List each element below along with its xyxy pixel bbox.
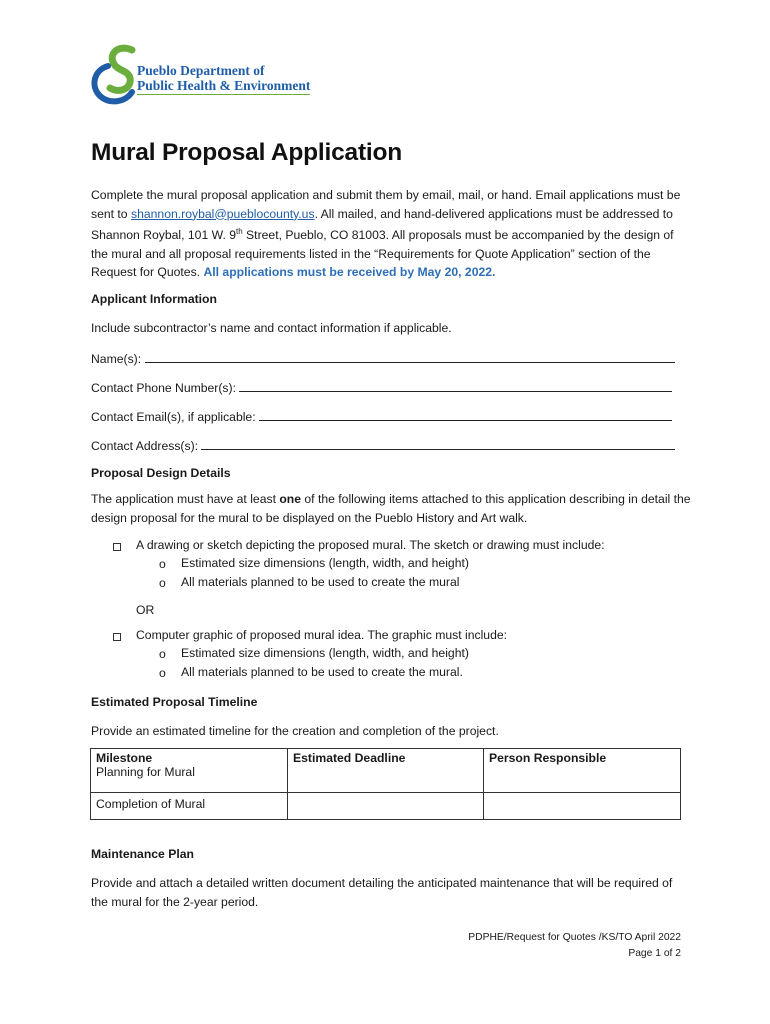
pdphe-logo <box>88 44 328 108</box>
or-separator: OR <box>136 603 155 617</box>
design-paragraph <box>91 490 691 527</box>
maintenance-paragraph: Provide and attach a detailed written document detailing the anticipated maintenance that will be required of the mural for the 2-year period. <box>91 876 673 909</box>
option2-checkbox[interactable] <box>113 633 121 641</box>
intro-text-2: . All mailed, and hand-delivered applications must be addressed to Shannon Roybal, 101 W. 9 <box>91 206 673 243</box>
email-label: Contact Email(s), if applicable: <box>91 410 256 424</box>
milestone-cell: Planning for Mural <box>96 765 195 779</box>
applicant-heading: Applicant Information <box>91 292 217 306</box>
option1-item-2: All materials planned to be used to create the mural <box>181 575 460 589</box>
bullet-icon: o <box>159 557 166 571</box>
name-label: Name(s): <box>91 352 142 366</box>
footer-reference: PDPHE/Request for Quotes /KS/TO April 2022 <box>468 932 681 943</box>
page-number: Page 1 of 2 <box>628 948 681 959</box>
email-link[interactable]: shannon.roybal@pueblocounty.us <box>130 206 315 221</box>
option2-item-1: Estimated size dimensions (length, width, and height) <box>181 646 469 660</box>
footer <box>468 930 681 962</box>
logo-text <box>137 63 310 95</box>
column-header-deadline: Estimated Deadline <box>288 749 484 793</box>
table-cell <box>91 749 288 793</box>
name-field <box>91 350 675 366</box>
address-field <box>91 437 675 453</box>
intro-paragraph <box>91 186 691 282</box>
deadline-cell[interactable] <box>288 793 484 820</box>
timeline-note: Provide an estimated timeline for the creation and completion of the project. <box>91 724 499 738</box>
logo-line-1: Pueblo Department of <box>137 63 265 78</box>
design-text-1: The application must have at least <box>91 492 280 506</box>
design-text-2: of the following items attached to this application describing in detail the design proposal for the mural to be displayed on the Pueblo History and Art walk. <box>91 492 691 525</box>
milestone-cell: Completion of Mural <box>91 793 288 820</box>
person-cell[interactable] <box>484 793 681 820</box>
design-heading: Proposal Design Details <box>91 466 231 480</box>
logo-line-2: Public Health & Environment <box>137 78 311 93</box>
email-blank[interactable] <box>259 408 672 421</box>
address-label: Contact Address(s): <box>91 439 199 453</box>
timeline-heading: Estimated Proposal Timeline <box>91 695 258 709</box>
phone-field <box>91 379 672 395</box>
bullet-icon: o <box>159 647 166 661</box>
intro-text-3: Street, Pueblo, CO 81003. All proposals must be accompanied by the design of the mural and all proposal requirements listed in the “Requirements for Quote Application” section of the Request for Quotes. <box>91 228 674 280</box>
option1-label: A drawing or sketch depicting the proposed mural. The sketch or drawing must include: <box>136 538 605 552</box>
table-row <box>91 749 681 793</box>
maintenance-heading: Maintenance Plan <box>91 847 194 861</box>
option2-item-2: All materials planned to be used to create the mural. <box>181 665 463 679</box>
column-header-person: Person Responsible <box>484 749 681 793</box>
table-row <box>91 793 681 820</box>
bullet-icon: o <box>159 666 166 680</box>
option2-label: Computer graphic of proposed mural idea. The graphic must include: <box>136 628 508 642</box>
name-blank[interactable] <box>145 350 675 363</box>
intro-superscript: th <box>236 227 243 237</box>
intro-text-1: Complete the mural proposal application and submit them by email, mail, or hand. Email applications must be sent to <box>91 188 681 221</box>
email-field <box>91 408 672 424</box>
phone-blank[interactable] <box>239 379 672 392</box>
column-header-milestone: Milestone <box>96 751 153 765</box>
deadline-text: All applications must be received by May 20, 2022. <box>203 265 496 280</box>
option1-checkbox[interactable] <box>113 543 121 551</box>
page-title: Mural Proposal Application <box>91 139 403 166</box>
design-one-emphasis: one <box>279 492 302 506</box>
applicant-note: Include subcontractor’s name and contact information if applicable. <box>91 321 452 335</box>
bullet-icon: o <box>159 576 166 590</box>
address-blank[interactable] <box>201 437 675 450</box>
phone-label: Contact Phone Number(s): <box>91 381 236 395</box>
option1-item-1: Estimated size dimensions (length, width, and height) <box>181 556 469 570</box>
timeline-table <box>90 748 681 820</box>
